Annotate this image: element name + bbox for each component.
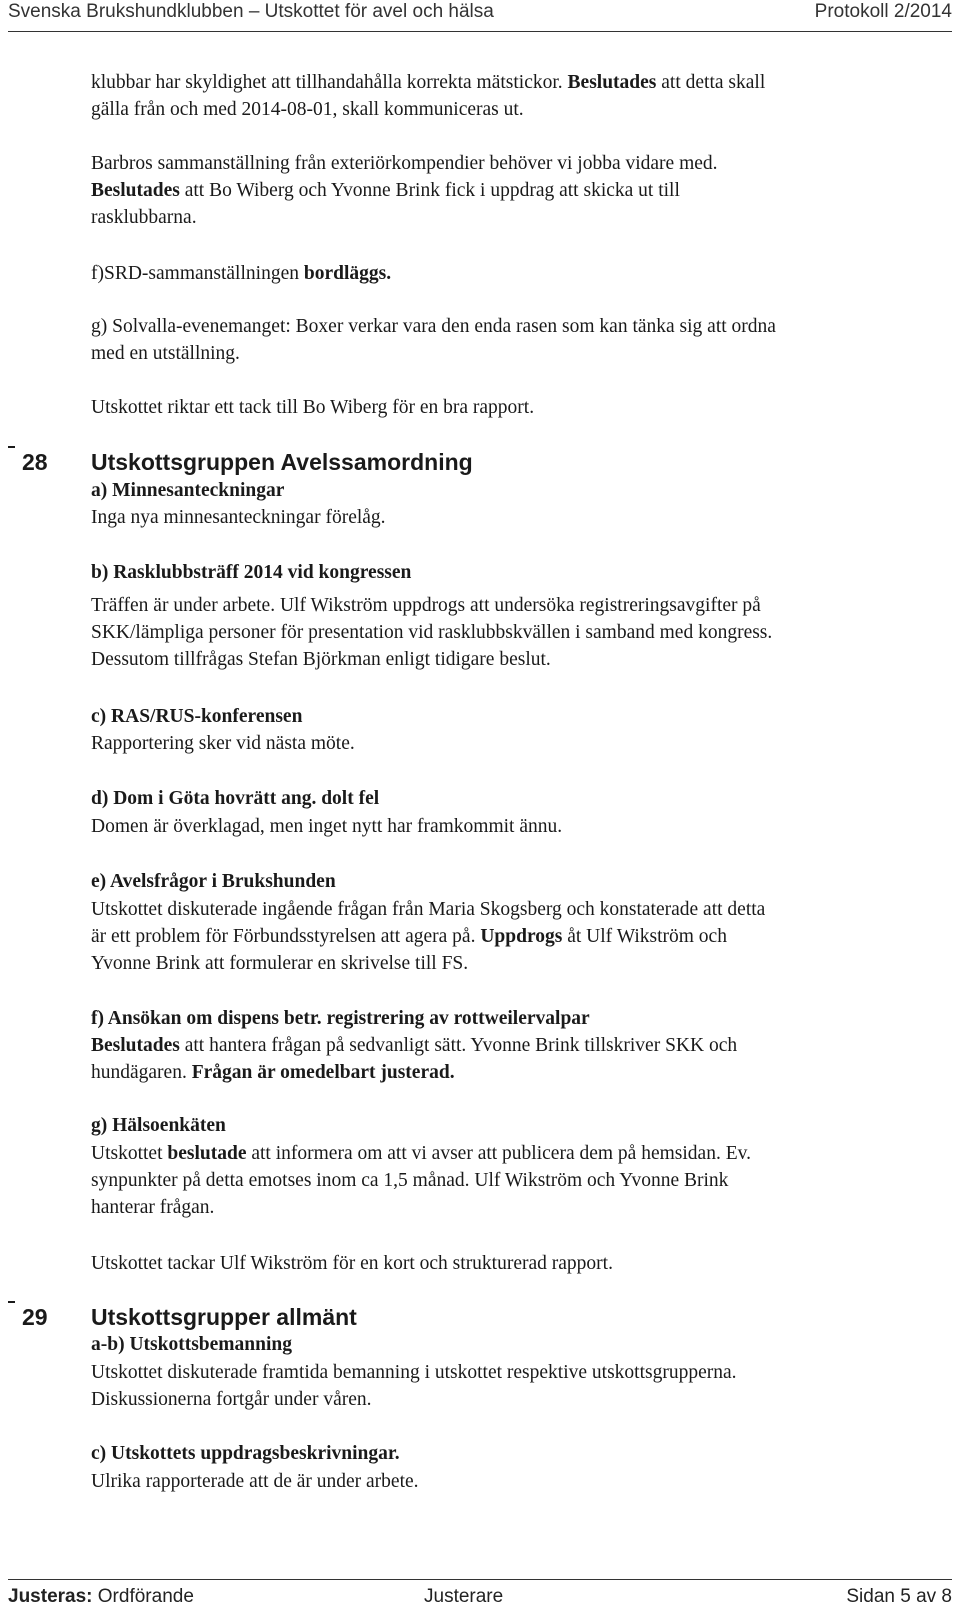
paragraph-line: är ett problem för Förbundsstyrelsen att agera på. Uppdrogs åt Ulf Wikström och [91, 926, 727, 947]
paragraph-line: med en utställning. [91, 343, 240, 364]
paragraph-line: Utskottet tackar Ulf Wikström för en kort och strukturerad rapport. [91, 1253, 613, 1274]
paragraph-line: hanterar frågan. [91, 1197, 215, 1218]
paragraph-line: Diskussionerna fortgår under våren. [91, 1389, 372, 1410]
subheading: d) Dom i Göta hovrätt ang. dolt fel [91, 788, 380, 809]
paragraph-line: Utskottet diskuterade ingående frågan från Maria Skogsberg och konstaterade att detta [91, 899, 766, 920]
paragraph-line: g) Solvalla-evenemanget: Boxer verkar vara den enda rasen som kan tänka sig att ordna [91, 316, 776, 337]
paragraph-line: Dessutom tillfrågas Stefan Björkman enligt tidigare beslut. [91, 649, 551, 670]
footer-approval: Justeras: Ordförande [8, 1586, 194, 1607]
paragraph-line: Utskottet beslutade att informera om att vi avser att publicera dem på hemsidan. Ev. [91, 1143, 751, 1164]
subheading: a-b) Utskottsbemanning [91, 1334, 292, 1355]
subheading: e) Avelsfrågor i Brukshunden [91, 871, 336, 892]
paragraph-line: Ulrika rapporterade att de är under arbete. [91, 1471, 419, 1492]
paragraph-line: Utskottet diskuterade framtida bemanning i utskottet respektive utskottsgrupperna. [91, 1362, 737, 1383]
header-protocol: Protokoll 2/2014 [814, 1, 952, 22]
paragraph-line: Barbros sammanställning från exteriörkompendier behöver vi jobba vidare med. [91, 153, 718, 174]
footer-page-number: Sidan 5 av 8 [846, 1586, 952, 1607]
paragraph-line: hundägaren. Frågan är omedelbart justerad. [91, 1062, 455, 1083]
subheading: b) Rasklubbsträff 2014 vid kongressen [91, 562, 412, 583]
paragraph-line: Domen är överklagad, men inget nytt har framkommit ännu. [91, 816, 563, 837]
paragraph-line: Träffen är under arbete. Ulf Wikström uppdrogs att undersöka registreringsavgifter på [91, 595, 761, 616]
section-title: Utskottsgrupper allmänt [91, 1304, 357, 1330]
subheading: a) Minnesanteckningar [91, 480, 285, 501]
subheading: f) Ansökan om dispens betr. registrering av rottweilervalpar [91, 1008, 590, 1029]
paragraph-line: Yvonne Brink att formulerar en skrivelse till FS. [91, 953, 469, 974]
paragraph-line: Beslutades att Bo Wiberg och Yvonne Brink fick i uppdrag att skicka ut till [91, 180, 680, 201]
paragraph-line: f)SRD-sammanställningen bordläggs. [91, 263, 392, 284]
section-number: 28 [22, 449, 48, 475]
subheading: c) Utskottets uppdragsbeskrivningar. [91, 1443, 400, 1464]
paragraph-line: Inga nya minnesanteckningar förelåg. [91, 507, 386, 528]
section-number: 29 [22, 1304, 48, 1330]
paragraph-line: rasklubbarna. [91, 207, 197, 228]
header-title: Svenska Brukshundklubben – Utskottet för avel och hälsa [8, 1, 494, 22]
paragraph-line: Rapportering sker vid nästa möte. [91, 733, 355, 754]
header-rule [8, 31, 952, 32]
paragraph-line: SKK/lämpliga personer för presentation vid rasklubbskvällen i samband med kongress. [91, 622, 773, 643]
section-marker [8, 1301, 15, 1303]
paragraph-line: synpunkter på detta emotses inom ca 1,5 månad. Ulf Wikström och Yvonne Brink [91, 1170, 729, 1191]
paragraph-line: klubbar har skyldighet att tillhandahålla korrekta mätstickor. Beslutades att detta skall [91, 72, 766, 93]
paragraph-line: Utskottet riktar ett tack till Bo Wiberg för en bra rapport. [91, 397, 535, 418]
section-title: Utskottsgruppen Avelssamordning [91, 449, 473, 475]
paragraph-line: Beslutades att hantera frågan på sedvanligt sätt. Yvonne Brink tillskriver SKK och [91, 1035, 738, 1056]
section-marker [8, 446, 15, 448]
page-header [0, 0, 960, 36]
footer-adjuster: Justerare [424, 1586, 504, 1607]
footer-rule [8, 1579, 952, 1580]
paragraph-line: gälla från och med 2014-08-01, skall kommuniceras ut. [91, 99, 524, 120]
subheading: g) Hälsoenkäten [91, 1115, 226, 1136]
subheading: c) RAS/RUS-konferensen [91, 706, 303, 727]
page-footer [0, 1579, 960, 1613]
